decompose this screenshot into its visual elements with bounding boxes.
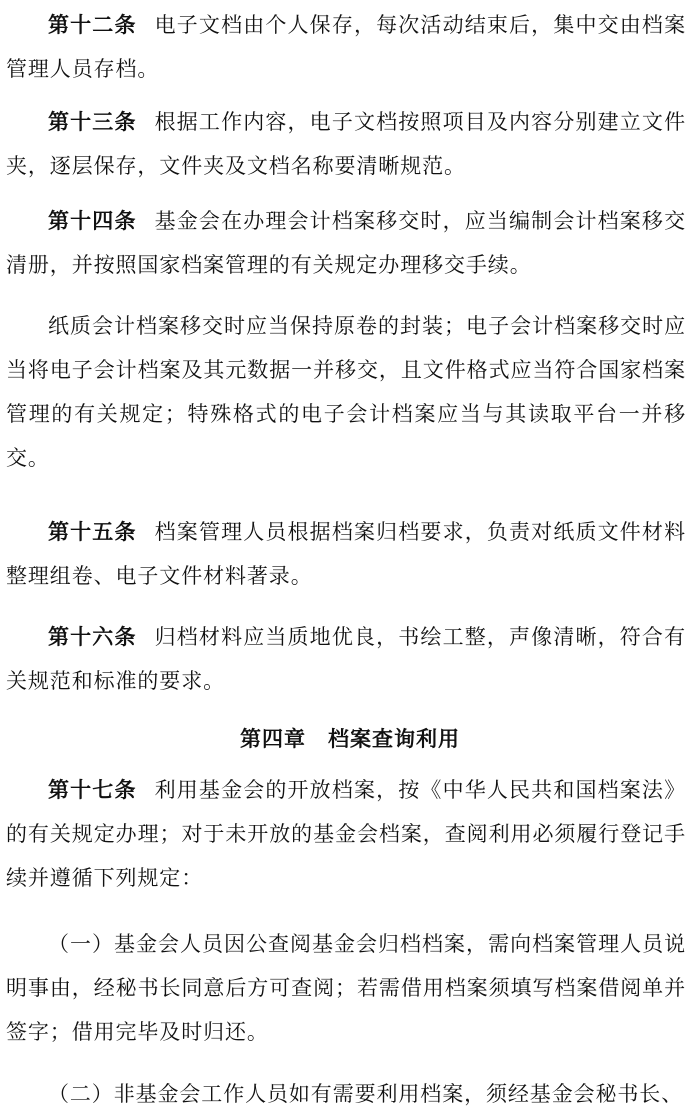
article-text: 档案管理人员根据档案归档要求，负责对纸质文件材料整理组卷、电子文件材料著录。 [6,520,686,588]
article-number: 第十五条 [48,519,137,544]
paragraph-archive-transfer [6,304,686,480]
article-text: 基金会在办理会计档案移交时，应当编制会计档案移交清册，并按照国家档案管理的有关规定办理移交手续。 [6,209,686,277]
clause-text: （二）非基金会工作人员如有需要利用档案，须经基金会秘书长、 [48,1082,684,1106]
article-number: 第十六条 [48,624,137,649]
clause-1 [6,922,686,1054]
article-number: 第十七条 [48,777,137,802]
article-text: 根据工作内容，电子文档按照项目及内容分别建立文件夹，逐层保存，文件夹及文档名称要清晰规范。 [6,110,686,178]
paragraph-text: 纸质会计档案移交时应当保持原卷的封装；电子会计档案移交时应当将电子会计档案及其元数据一并移交，且文件格式应当符合国家档案管理的有关规定；特殊格式的电子会计档案应当与其读取平台一并移交。 [6,314,686,470]
chapter-title: 档案查询利用 [328,726,460,751]
article-text: 归档材料应当质地优良，书绘工整，声像清晰，符合有关规范和标准的要求。 [6,625,686,693]
article-text: 利用基金会的开放档案，按《中华人民共和国档案法》的有关规定办理；对于未开放的基金会档案，查阅利用必须履行登记手续并遵循下列规定： [6,778,686,890]
article-text: 电子文档由个人保存，每次活动结束后，集中交由档案管理人员存档。 [6,13,686,81]
article-13 [6,100,686,188]
article-17 [6,768,686,900]
article-14 [6,199,686,287]
article-16 [6,615,686,703]
article-number: 第十三条 [48,109,137,134]
chapter-heading [0,723,700,753]
clause-2 [6,1072,686,1116]
article-number: 第十二条 [48,12,137,37]
article-12 [6,3,686,91]
article-number: 第十四条 [48,208,137,233]
clause-text: （一）基金会人员因公查阅基金会归档档案，需向档案管理人员说明事由，经秘书长同意后方可查阅；若需借用档案须填写档案借阅单并签字；借用完毕及时归还。 [6,932,686,1044]
chapter-number: 第四章 [240,726,306,751]
article-15 [6,510,686,598]
